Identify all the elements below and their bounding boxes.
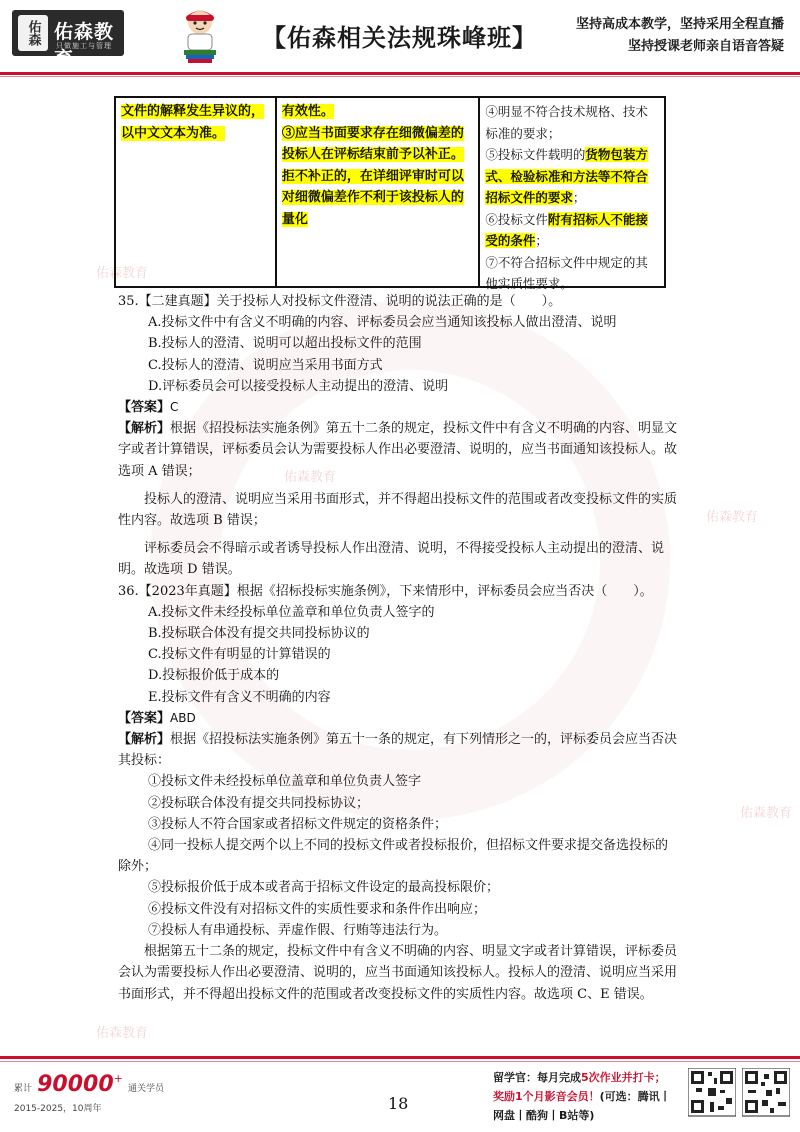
count-prefix: 累计: [14, 1084, 33, 1094]
logo-slogan: 只做施工与管理: [56, 42, 112, 50]
qr-code-icon: [688, 1068, 736, 1124]
brand-logo: [12, 10, 124, 70]
table-cell-col2: [277, 98, 481, 286]
question-35-analysis: 【解析】根据《招投标法实施条例》第五十二条的规定，投标文件中有含义不明确的内容、明显文字或者计算错误，评标委员会认为需要投标人作出必要澄清、说明的，应当书面通知该投标人。故选项 A 错误；: [118, 421, 678, 479]
question-35-option-c: C.投标人的澄清、说明应当采用书面方式: [148, 357, 383, 373]
table-line: ⑥投标文件附有招标人不能接受的条件；: [485, 211, 648, 248]
footer-stats: [14, 1072, 164, 1114]
question-36-analysis-end: 根据第五十二条的规定，投标文件中有含义不明确的内容、明显文字或者计算错误，评标委员会认为需要投标人作出必要澄清、说明的，应当书面通知该投标人。投标人的澄清、说明应当采用书面形式，并不得超出投标文件的范围或者改变投标文件的实质性内容。故选项 C、E 错误。: [118, 944, 678, 1002]
question-35-analysis-2: 投标人的澄清、说明应当采用书面形式，并不得超出投标文件的范围或者改变投标文件的实质性内容。故选项 B 错误；: [118, 491, 678, 529]
table-line: ⑤投标文件载明的货物包装方式、检验标准和方法等不符合招标文件的要求；: [485, 147, 648, 205]
question-35-answer: 【答案】C: [118, 400, 179, 416]
header-slogans: [576, 14, 784, 58]
highlighted-text: 货物包装方式、检验标准和方法等不符合招标文件的要求: [485, 147, 648, 205]
watermark-text: 佑森教育: [284, 470, 337, 485]
watermark-text: 佑森教育: [706, 510, 759, 525]
page-title: 【佑森相关法规珠峰班】: [262, 24, 537, 52]
student-count: 90000: [37, 1072, 114, 1097]
page-number: 18: [388, 1094, 409, 1113]
question-36-option-c: C.投标文件有明显的计算错误的: [148, 647, 331, 663]
highlighted-text: 附有招标人不能接受的条件: [485, 211, 648, 248]
highlighted-text: ③应当书面要求存在细微偏差的投标人在评标结束前予以补正。拒不补正的，在详细评审时可以对细微偏差作不利于该投标人的量化: [281, 125, 464, 227]
count-suffix: 通关学员: [127, 1084, 164, 1094]
comparison-table: [114, 96, 666, 291]
question-35-analysis-3: 评标委员会不得暗示或者诱导投标人作出澄清、说明，不得接受投标人主动提出的澄清、说明。故选项 D 错误。: [118, 541, 665, 578]
footer-divider-thin: [0, 1061, 800, 1062]
table-line: ⑦不符合招标文件中规定的其他实质性要求。: [485, 254, 648, 291]
question-35-option-d: D.评标委员会可以接受投标人主动提出的澄清、说明: [148, 378, 449, 394]
question-35-stem: 35.【二建真题】关于投标人对投标文件澄清、说明的说法正确的是（ ）。: [118, 294, 562, 309]
analysis-item: ②投标联合体没有提交共同投标协议；: [148, 795, 370, 811]
analysis-item: ⑤投标报价低于成本或者高于招标文件设定的最高投标限价；: [148, 880, 500, 896]
logo-name: 佑森教育: [54, 21, 115, 70]
question-36-option-b: B.投标联合体没有提交共同投标协议的: [148, 626, 370, 642]
watermark-text: 佑森教育: [740, 806, 793, 821]
watermark-text: 佑森教育: [96, 266, 149, 281]
table-line: ④明显不符合技术规格、技术标准的要求；: [485, 104, 648, 141]
question-36-option-a: A.投标文件未经投标单位盖章和单位负责人签字的: [148, 604, 435, 620]
footer-promo: 留学官：每月完成5次作业并打卡； 奖励1个月影音会员！(可选：腾讯丨 网盘丨酷狗丨B站等): [493, 1071, 671, 1122]
footer-divider: [0, 1056, 800, 1059]
question-36-stem: 36.【2023年真题】根据《招标投标实施条例》，下来情形中，评标委员会应当否决（ ）。: [118, 583, 653, 599]
analysis-item: ⑥投标文件没有对招标文件的实质性要求和条件作出响应；: [148, 901, 487, 917]
count-plus: +: [113, 1072, 123, 1085]
question-35-option-b: B.投标人的澄清、说明可以超出投标文件的范围: [148, 336, 422, 352]
mascot-icon: [178, 6, 222, 64]
qr-code-icon: [742, 1068, 790, 1124]
question-36-option-d: D.投标报价低于成本的: [148, 668, 280, 684]
highlighted-text: 文件的解释发生异议的，以中文文本为准。: [121, 104, 265, 141]
table-cell-col3: [480, 98, 664, 291]
logo-seal: 佑森: [18, 15, 48, 51]
highlighted-text: 有效性。: [281, 104, 334, 119]
question-35-option-a: A.投标文件中有含义不明确的内容、评标委员会应当通知该投标人做出澄清、说明: [148, 315, 617, 331]
header-divider: [0, 72, 800, 75]
question-36-answer: 【答案】ABD: [118, 710, 196, 726]
table-cell-col1: [116, 98, 277, 286]
question-36-analysis: 【解析】根据《招投标法实施条例》第五十一条的规定，有下列情形之一的，评标委员会应当否决其投标：: [118, 732, 678, 769]
watermark-text: 佑森教育: [96, 1026, 149, 1041]
page-header: [0, 0, 800, 74]
header-slogan-2: 坚持授课老师亲自语音答疑: [627, 39, 784, 54]
analysis-item: ①投标文件未经投标单位盖章和单位负责人签字: [148, 774, 422, 790]
header-slogan-1: 坚持高成本教学，坚持采用全程直播: [575, 17, 784, 32]
main-content: [118, 291, 678, 1005]
question-36-option-e: E.投标文件有含义不明确的内容: [148, 689, 331, 705]
analysis-item: ③投标人不符合国家或者招标文件规定的资格条件；: [148, 816, 448, 832]
analysis-item: ⑦投标人有串通投标、弄虚作假、行贿等违法行为。: [148, 922, 448, 938]
header-divider-thin: [0, 76, 800, 77]
analysis-item: ④同一投标人提交两个以上不同的投标文件或者投标报价，但招标文件要求提交备选投标的除外；: [118, 838, 669, 875]
years-text: 2015-2025，10周年: [14, 1104, 102, 1114]
